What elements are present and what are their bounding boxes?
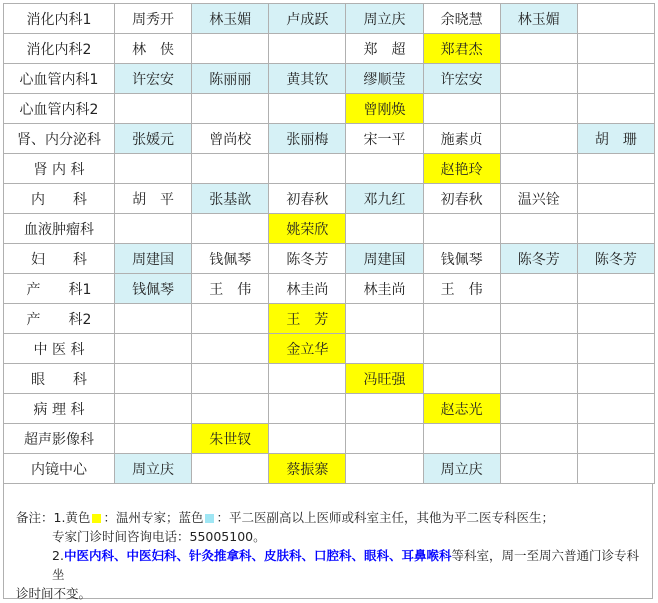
- doctor-cell: [115, 154, 192, 184]
- doctor-cell: [346, 424, 423, 454]
- doctor-cell: 施素贞: [423, 124, 500, 154]
- notes-highlight-departments: 中医内科、中医妇科、针灸推拿科、皮肤科、口腔科、眼科、耳鼻喉科: [63, 548, 452, 563]
- doctor-cell: [500, 334, 577, 364]
- doctor-cell: [423, 304, 500, 334]
- doctor-cell: [577, 94, 654, 124]
- department-cell: 妇 科: [4, 244, 115, 274]
- doctor-cell: 初春秋: [423, 184, 500, 214]
- doctor-cell: 张丽梅: [269, 124, 346, 154]
- notes-line-1-suffix: ：平二医副高以上医师或科室主任，其他为平二医专科医生；: [216, 510, 554, 525]
- department-cell: 眼 科: [4, 364, 115, 394]
- doctor-cell: [269, 364, 346, 394]
- department-cell: 消化内科1: [4, 4, 115, 34]
- doctor-cell: [192, 304, 269, 334]
- doctor-cell: [192, 154, 269, 184]
- doctor-cell: [500, 394, 577, 424]
- table-row: [4, 64, 655, 94]
- doctor-cell: 金立华: [269, 334, 346, 364]
- department-cell: 产 科2: [4, 304, 115, 334]
- doctor-cell: [423, 424, 500, 454]
- doctor-cell: 周立庆: [423, 454, 500, 484]
- department-cell: 血液肿瘤科: [4, 214, 115, 244]
- doctor-cell: [269, 154, 346, 184]
- table-row: [4, 34, 655, 64]
- department-cell: 病 理 科: [4, 394, 115, 424]
- doctor-cell: [577, 394, 654, 424]
- doctor-cell: [500, 274, 577, 304]
- doctor-cell: 曾刚焕: [346, 94, 423, 124]
- doctor-cell: [192, 394, 269, 424]
- schedule-table: [3, 3, 655, 484]
- doctor-cell: 林玉媚: [192, 4, 269, 34]
- doctor-cell: [423, 334, 500, 364]
- doctor-cell: [500, 454, 577, 484]
- doctor-cell: 张媛元: [115, 124, 192, 154]
- department-cell: 中 医 科: [4, 334, 115, 364]
- doctor-cell: 王 伟: [192, 274, 269, 304]
- department-cell: 产 科1: [4, 274, 115, 304]
- doctor-cell: [500, 124, 577, 154]
- doctor-cell: [115, 334, 192, 364]
- table-row: [4, 124, 655, 154]
- doctor-cell: 卢成跃: [269, 4, 346, 34]
- doctor-cell: [115, 304, 192, 334]
- doctor-cell: [577, 154, 654, 184]
- department-cell: 心血管内科2: [4, 94, 115, 124]
- doctor-cell: [423, 214, 500, 244]
- doctor-cell: 许宏安: [115, 64, 192, 94]
- doctor-cell: [346, 334, 423, 364]
- table-row: [4, 4, 655, 34]
- doctor-cell: [577, 64, 654, 94]
- doctor-cell: 周立庆: [115, 454, 192, 484]
- notes-line-3-prefix: 2.: [52, 548, 64, 563]
- doctor-cell: [500, 304, 577, 334]
- doctor-cell: [577, 364, 654, 394]
- notes-line-2: 专家门诊时间咨询电话：55005100。: [52, 529, 266, 544]
- doctor-cell: [192, 334, 269, 364]
- doctor-cell: [192, 454, 269, 484]
- doctor-cell: 周建国: [346, 244, 423, 274]
- doctor-cell: [269, 394, 346, 424]
- department-cell: 消化内科2: [4, 34, 115, 64]
- doctor-cell: [577, 4, 654, 34]
- department-cell: 肾 内 科: [4, 154, 115, 184]
- doctor-cell: [500, 34, 577, 64]
- doctor-cell: [500, 154, 577, 184]
- doctor-cell: [577, 274, 654, 304]
- doctor-cell: 宋一平: [346, 124, 423, 154]
- department-cell: 内 科: [4, 184, 115, 214]
- doctor-cell: 余晓慧: [423, 4, 500, 34]
- doctor-cell: [346, 304, 423, 334]
- doctor-cell: [577, 184, 654, 214]
- table-row: [4, 154, 655, 184]
- doctor-cell: 王 伟: [423, 274, 500, 304]
- department-cell: 内镜中心: [4, 454, 115, 484]
- table-row: [4, 244, 655, 274]
- doctor-cell: [423, 94, 500, 124]
- department-cell: 肾、内分泌科: [4, 124, 115, 154]
- doctor-cell: 周建国: [115, 244, 192, 274]
- doctor-cell: 钱佩琴: [423, 244, 500, 274]
- doctor-cell: [346, 154, 423, 184]
- doctor-cell: 蔡振寨: [269, 454, 346, 484]
- doctor-cell: [192, 214, 269, 244]
- notes-line-4: 诊时间不变。: [16, 586, 92, 601]
- doctor-cell: 张基歆: [192, 184, 269, 214]
- doctor-cell: [115, 94, 192, 124]
- doctor-cell: 缪顺莹: [346, 64, 423, 94]
- doctor-cell: [115, 424, 192, 454]
- doctor-cell: [577, 424, 654, 454]
- doctor-cell: [577, 304, 654, 334]
- doctor-cell: 赵艳玲: [423, 154, 500, 184]
- doctor-cell: [577, 334, 654, 364]
- doctor-cell: 林 侠: [115, 34, 192, 64]
- department-cell: 心血管内科1: [4, 64, 115, 94]
- doctor-cell: 朱世钗: [192, 424, 269, 454]
- doctor-cell: 胡 平: [115, 184, 192, 214]
- table-row: [4, 424, 655, 454]
- doctor-cell: 王 芳: [269, 304, 346, 334]
- doctor-cell: [192, 364, 269, 394]
- doctor-cell: 黄其钦: [269, 64, 346, 94]
- doctor-cell: [577, 454, 654, 484]
- doctor-cell: [115, 364, 192, 394]
- doctor-cell: [115, 394, 192, 424]
- doctor-cell: 钱佩琴: [115, 274, 192, 304]
- table-row: [4, 334, 655, 364]
- department-cell: 超声影像科: [4, 424, 115, 454]
- doctor-cell: [269, 424, 346, 454]
- notes-line-1-mid: ：温州专家；蓝色: [103, 510, 204, 525]
- notes-line-3: [16, 546, 646, 584]
- doctor-cell: [500, 64, 577, 94]
- doctor-cell: 林圭尚: [346, 274, 423, 304]
- doctor-cell: [500, 424, 577, 454]
- doctor-cell: 初春秋: [269, 184, 346, 214]
- doctor-cell: [192, 94, 269, 124]
- doctor-cell: [346, 214, 423, 244]
- table-row: [4, 454, 655, 484]
- notes-line-1: [16, 508, 646, 527]
- schedule-body: [4, 4, 655, 484]
- doctor-cell: 周立庆: [346, 4, 423, 34]
- table-row: [4, 394, 655, 424]
- doctor-cell: 陈冬芳: [500, 244, 577, 274]
- doctor-cell: 姚荣欣: [269, 214, 346, 244]
- doctor-cell: 林圭尚: [269, 274, 346, 304]
- doctor-cell: [346, 394, 423, 424]
- doctor-cell: 曾尚校: [192, 124, 269, 154]
- table-row: [4, 94, 655, 124]
- doctor-cell: [500, 364, 577, 394]
- doctor-cell: 郑 超: [346, 34, 423, 64]
- doctor-cell: [269, 34, 346, 64]
- doctor-cell: 郑君杰: [423, 34, 500, 64]
- doctor-cell: 赵志光: [423, 394, 500, 424]
- table-row: [4, 214, 655, 244]
- doctor-cell: 钱佩琴: [192, 244, 269, 274]
- doctor-cell: 许宏安: [423, 64, 500, 94]
- doctor-cell: [577, 214, 654, 244]
- doctor-cell: [269, 94, 346, 124]
- doctor-cell: [500, 94, 577, 124]
- yellow-legend-swatch: [92, 514, 101, 523]
- doctor-cell: [115, 214, 192, 244]
- doctor-cell: [346, 454, 423, 484]
- blue-legend-swatch: [205, 514, 214, 523]
- doctor-cell: 陈冬芳: [577, 244, 654, 274]
- doctor-cell: [500, 214, 577, 244]
- doctor-cell: 陈冬芳: [269, 244, 346, 274]
- notes-line-3-suffix: 等科室，周一至周六普通门诊专科坐: [52, 548, 639, 582]
- notes-line-1-prefix: 备注：1.黄色: [16, 510, 91, 525]
- table-row: [4, 304, 655, 334]
- doctor-cell: [577, 34, 654, 64]
- doctor-cell: 温兴铨: [500, 184, 577, 214]
- notes-section: [3, 484, 653, 599]
- schedule-panel: [3, 3, 655, 601]
- doctor-cell: 胡 珊: [577, 124, 654, 154]
- doctor-cell: 林玉媚: [500, 4, 577, 34]
- doctor-cell: [192, 34, 269, 64]
- doctor-cell: 邓九红: [346, 184, 423, 214]
- doctor-cell: 冯旺强: [346, 364, 423, 394]
- doctor-cell: 周秀开: [115, 4, 192, 34]
- table-row: [4, 274, 655, 304]
- doctor-cell: [423, 364, 500, 394]
- table-row: [4, 184, 655, 214]
- table-row: [4, 364, 655, 394]
- doctor-cell: 陈丽丽: [192, 64, 269, 94]
